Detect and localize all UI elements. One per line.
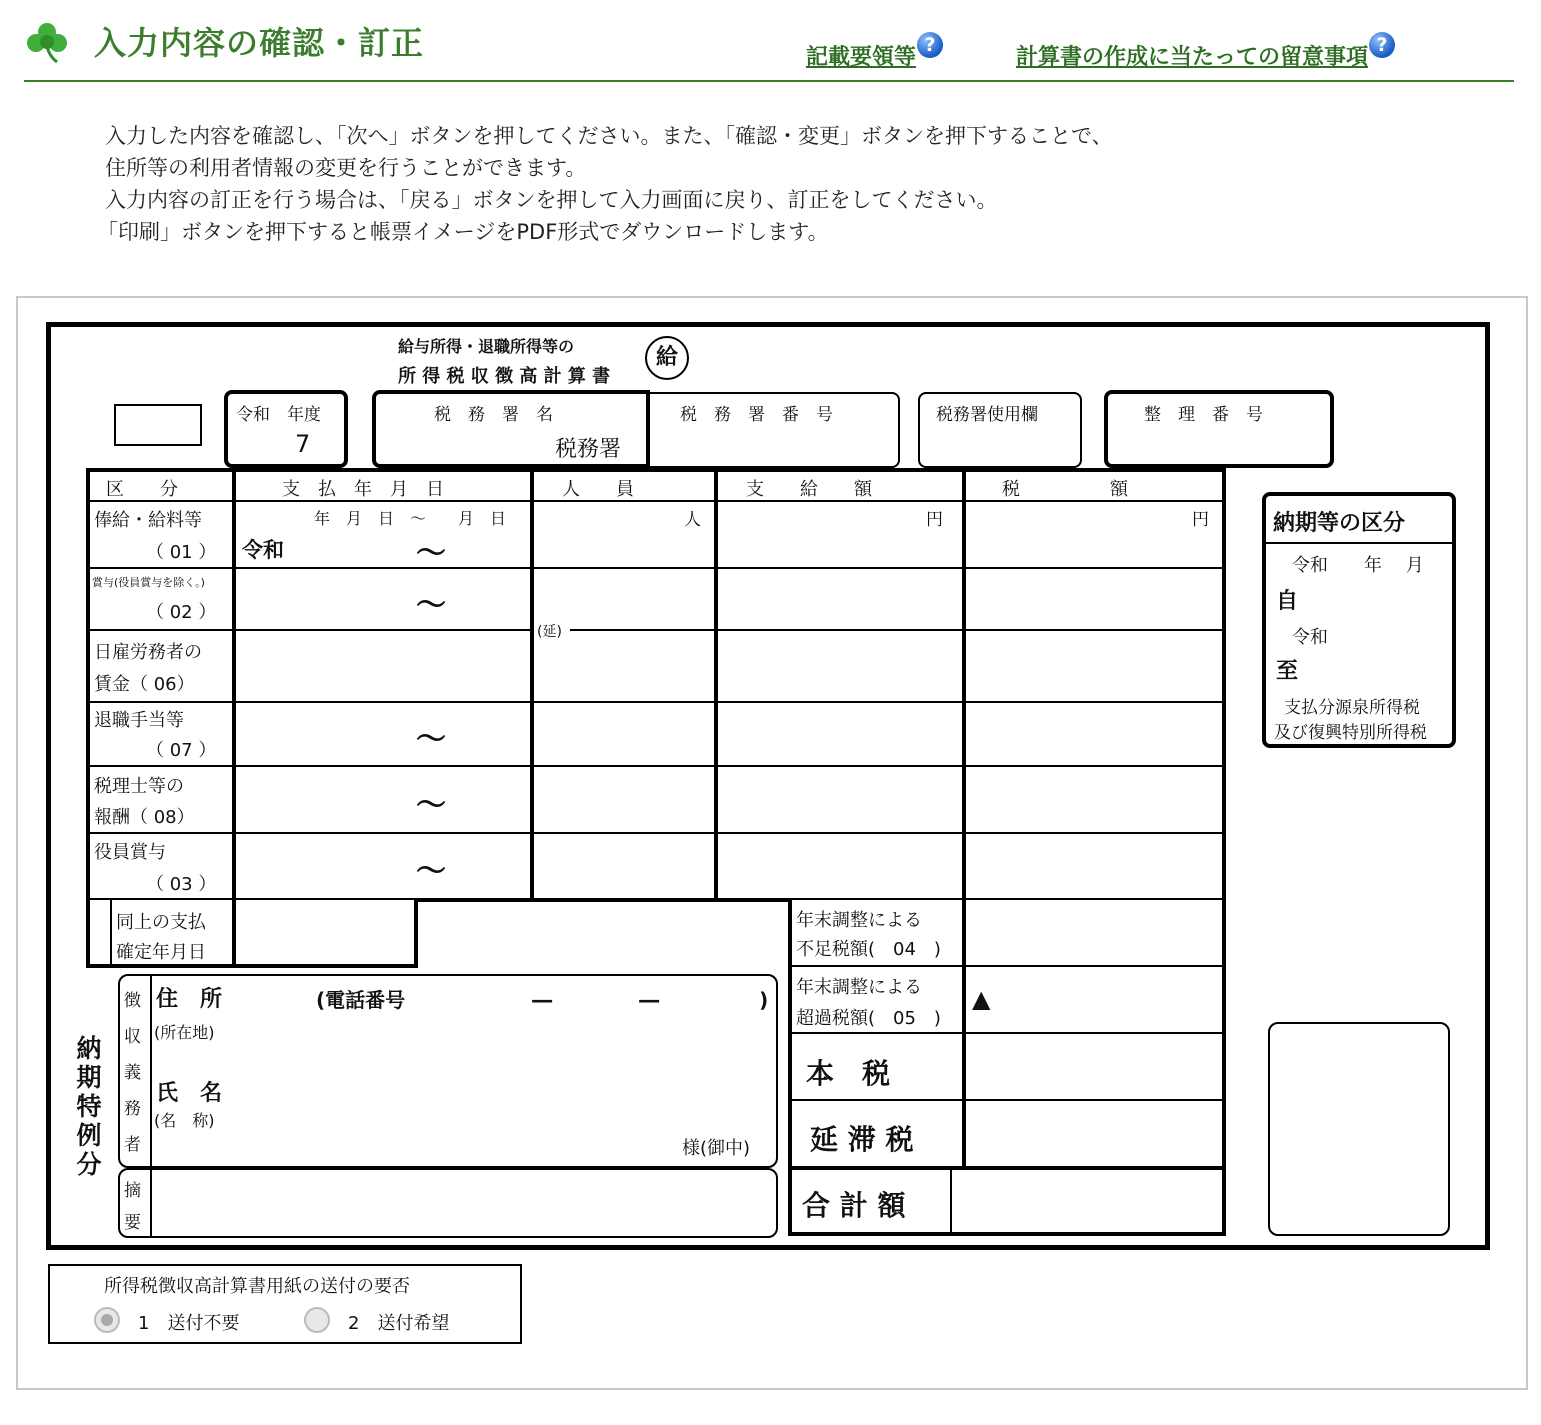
period-from: 自	[1276, 589, 1299, 614]
nobe-mark: (延)	[537, 624, 562, 640]
address-sub: (所在地)	[154, 1023, 215, 1042]
period-note2: 及び復興特別所得税	[1274, 723, 1427, 743]
name-sub: (名 称)	[154, 1111, 215, 1130]
salary-badge: 給	[645, 336, 689, 380]
mailing-question: 所得税徴収高計算書用紙の送付の要否	[104, 1276, 410, 1297]
form-title-line2: 所 得 税 収 徴 高 計 算 書	[398, 366, 611, 387]
instruction-line: 「印刷」ボタンを押下すると帳票イメージをPDF形式でダウンロードします。	[97, 220, 829, 244]
row-bonus-label: 賞与(役員賞与を除く。)	[92, 576, 205, 589]
stamp-box	[1268, 1022, 1450, 1236]
form-title-line1: 給与所得・退職所得等の	[398, 337, 575, 356]
honzei-label: 本 税	[806, 1057, 891, 1090]
nenmatsu-over-code: 超過税額( 05 )	[796, 1008, 941, 1029]
honorific: 様(御中)	[682, 1138, 751, 1159]
confirm-date-label2: 確定年月日	[116, 942, 206, 963]
mailing-option1-label[interactable]: 1 送付不要	[138, 1313, 240, 1334]
period-note: 支払分源泉所得税	[1284, 698, 1420, 718]
row-daily-code: 賃金（ 06）	[94, 674, 195, 695]
tilde-mark: ～	[416, 722, 446, 757]
col-amount: 支 給 額	[746, 479, 872, 500]
tilde-mark: ～	[416, 788, 446, 823]
col-category: 区 分	[106, 479, 178, 500]
instruction-line: 入力した内容を確認し、「次へ」ボタンを押してください。また、「確認・変更」ボタンを押下することで、	[105, 124, 1113, 148]
agent-label-char: 徴	[124, 991, 141, 1011]
tax-office-use-label: 税務署使用欄	[936, 405, 1038, 425]
row-daily-label: 日雇労務者の	[94, 642, 202, 663]
blank-box	[114, 404, 202, 446]
agent-label-char: 収	[124, 1027, 141, 1047]
total-label: 合 計 額	[802, 1189, 906, 1222]
help-icon[interactable]: ?	[917, 32, 943, 58]
help-icon[interactable]: ?	[1369, 32, 1395, 58]
period-title: 納期等の区分	[1273, 511, 1406, 536]
col-persons: 人 員	[562, 479, 634, 500]
row-officer-code: （ 03 ）	[146, 874, 217, 895]
unit-person: 人	[684, 510, 701, 530]
confirm-date-label: 同上の支払	[116, 912, 206, 933]
row-taxacc-label: 税理士等の	[94, 776, 184, 797]
row-retire-code: （ 07 ）	[146, 740, 217, 761]
ref-number-label: 整 理 番 号	[1144, 405, 1263, 425]
mailing-option2-label[interactable]: 2 送付希望	[348, 1313, 450, 1334]
agent-label-char: 者	[124, 1135, 141, 1155]
agent-label-char: 務	[124, 1099, 141, 1119]
salary-era: 令和	[242, 538, 284, 562]
entaizei-label: 延 滞 税	[810, 1123, 914, 1156]
mailing-option1-radio[interactable]	[94, 1307, 120, 1333]
nenmatsu-over-label: 年末調整による	[796, 977, 922, 998]
salary-date-header: 年 月 日 ～ 月 日	[314, 509, 507, 528]
unit-yen: 円	[926, 510, 943, 530]
row-retire-label: 退職手当等	[94, 710, 184, 731]
remarks-label-char: 要	[124, 1213, 141, 1233]
notes-link-wrap[interactable]	[1016, 34, 1395, 71]
period-to: 至	[1276, 659, 1299, 684]
unit-yen: 円	[1192, 510, 1209, 530]
row-salary-code: （ 01 ）	[146, 542, 217, 563]
row-taxacc-code: 報酬（ 08）	[94, 807, 195, 828]
nenmatsu-short-code: 不足税額( 04 )	[796, 939, 941, 960]
nenmatsu-short-label: 年末調整による	[796, 910, 922, 931]
row-salary-label: 俸給・給料等	[94, 510, 202, 531]
special-label: 納期特例分	[76, 1034, 102, 1179]
col-tax: 税 額	[1002, 479, 1128, 500]
address-label: 住 所	[156, 987, 223, 1012]
tilde-mark: ～	[416, 588, 446, 623]
tilde-mark: ～	[416, 854, 446, 889]
page-title: 入力内容の確認・訂正	[94, 24, 425, 62]
notes-link[interactable]: 計算書の作成に当たっての留意事項	[1016, 45, 1369, 70]
remarks-box	[118, 1168, 778, 1238]
tilde-mark: ～	[416, 536, 446, 571]
minus-triangle: ▲	[972, 985, 991, 1013]
header-divider	[24, 80, 1514, 82]
remarks-label-char: 摘	[124, 1181, 141, 1201]
year-label: 令和 年度	[236, 405, 321, 425]
mailing-option2-radio[interactable]	[304, 1307, 330, 1333]
instruction-line: 住所等の利用者情報の変更を行うことができます。	[105, 156, 587, 180]
tax-office-number-label: 税 務 署 番 号	[680, 405, 833, 425]
tax-office-label: 税 務 署 名	[434, 405, 553, 425]
period-era: 令和	[1292, 627, 1328, 648]
row-officer-label: 役員賞与	[94, 842, 166, 863]
row-bonus-code: （ 02 ）	[146, 602, 217, 623]
name-label: 氏 名	[156, 1081, 223, 1106]
year-value: 7	[295, 430, 311, 458]
period-era-ym: 令和 年 月	[1292, 555, 1424, 576]
tax-office-value: 税務署	[555, 437, 622, 462]
phone-label: (電話番号 ― ― )	[316, 988, 769, 1012]
guide-link-wrap[interactable]	[806, 34, 943, 71]
agent-label-char: 義	[124, 1063, 141, 1083]
clover-icon	[24, 22, 70, 64]
instruction-line: 入力内容の訂正を行う場合は、「戻る」ボタンを押して入力画面に戻り、訂正をしてください。	[105, 188, 998, 212]
col-pay-date: 支 払 年 月 日	[282, 479, 444, 500]
guide-link[interactable]: 記載要領等	[806, 45, 917, 70]
